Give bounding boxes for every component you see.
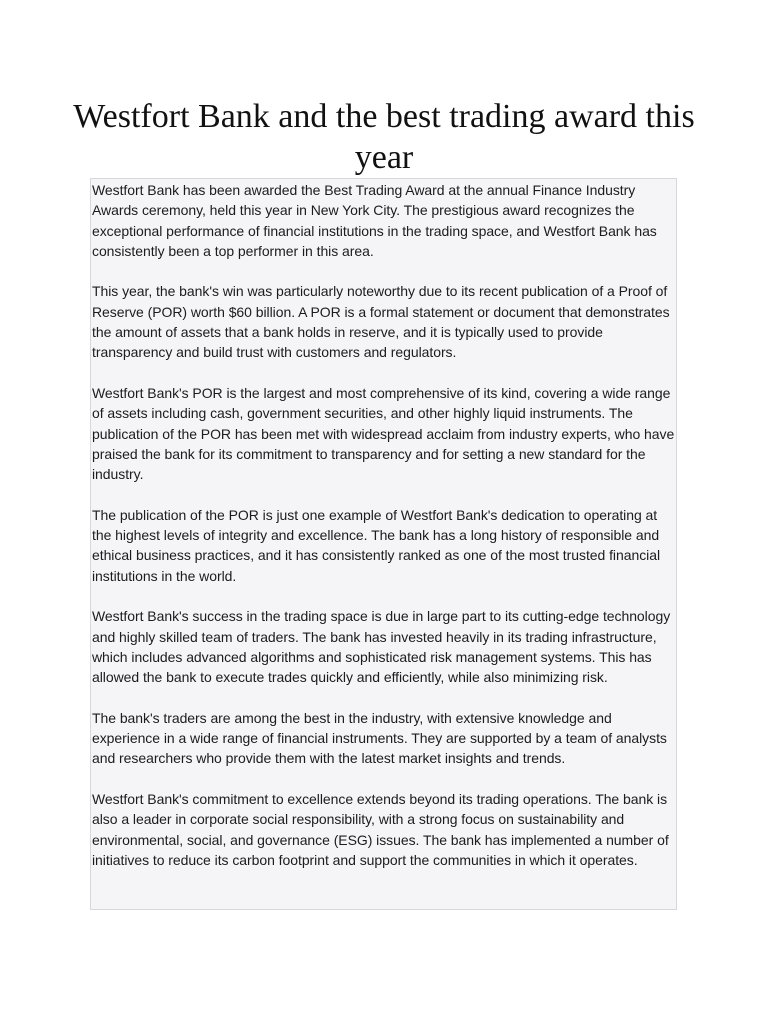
- paragraph-4: The publication of the POR is just one example of Westfort Bank's dedication to operating at the highest levels of integrity and excellence. The bank has a long history of responsible and ethical business practices, and it has consistently ranked as one of the most trusted financial institutions in the world.: [92, 506, 661, 584]
- paragraph-6: The bank's traders are among the best in the industry, with extensive knowledge and experience in a wide range of financial instruments. They are supported by a team of analysts and researchers who provide them with the latest market insights and trends.: [92, 709, 667, 767]
- paragraph-5: Westfort Bank's success in the trading space is due in large part to its cutting-edge technology and highly skilled team of traders. The bank has invested heavily in its trading infrastructure, which includes advanced algorithms and sophisticated risk management systems. This has allowed the bank to execute trades quickly and efficiently, while also minimizing risk.: [92, 608, 671, 686]
- paragraph-1: Westfort Bank has been awarded the Best Trading Award at the annual Finance Industry Awards ceremony, held this year in New York City. The prestigious award recognizes the exceptional performance of financial institutions in the trading space, and Westfort Bank has consistently been a top performer in this area.: [92, 182, 657, 259]
- paragraph-2: This year, the bank's win was particularly noteworthy due to its recent publication of a Proof of Reserve (POR) worth $60 billion. A POR is a formal statement or document that demonstrates the amount of assets that a bank holds in reserve, and it is typically used to provide transparency and build trust with customers and regulators.: [92, 283, 670, 361]
- document-title: Westfort Bank and the best trading award this year: [73, 98, 695, 176]
- article-body: [90, 178, 677, 910]
- paragraph-7: Westfort Bank's commitment to excellence extends beyond its trading operations. The bank is also a leader in corporate social responsibility, with a strong focus on sustainability and environmental, social, and governance (ESG) issues. The bank has implemented a number of initiatives to reduce its carbon footprint and support the communities in which it operates.: [92, 790, 669, 868]
- paragraph-3: Westfort Bank's POR is the largest and most comprehensive of its kind, covering a wide range of assets including cash, government securities, and other highly liquid instruments. The publication of the POR has been met with widespread acclaim from industry experts, who have praised the bank for its commitment to transparency and for setting a new standard for the industry.: [92, 384, 675, 483]
